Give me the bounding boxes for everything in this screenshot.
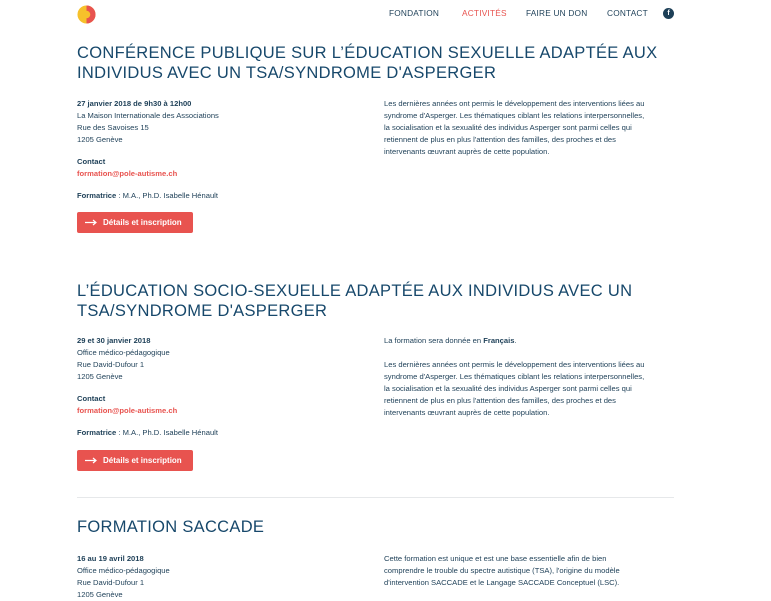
description-line: syndrome d'Asperger. Les thématiques ciblant les relations interpersonnelles, (384, 372, 645, 381)
event-title-line: L’ÉDUCATION SOCIO-SEXUELLE ADAPTÉE AUX INDIVIDUS AVEC UN (77, 282, 633, 300)
arrow-right-icon (85, 457, 97, 464)
language-line (384, 335, 680, 347)
language-value: Français (483, 336, 515, 345)
event-description (384, 553, 680, 589)
event-title-line: TSA/SYNDROME D'ASPERGER (77, 302, 328, 320)
description-line: intervenants œuvrant auprès de cette population. (384, 408, 550, 417)
address-line: Office médico-pédagogique (77, 348, 170, 357)
description-line: Les dernières années ont permis le développement des interventions liées au (384, 99, 645, 108)
address-line: 1205 Genève (77, 372, 123, 381)
description-line: la socialisation et la sexualité des individus Asperger sont parmi celles qui (384, 123, 632, 132)
nav-contact[interactable]: CONTACT (607, 8, 648, 18)
language-prefix: La formation sera donnée en (384, 336, 484, 345)
event-title-line: INDIVIDUS AVEC UN TSA/SYNDROME D'ASPERGER (77, 64, 497, 82)
description-line: intervenants œuvrant auprès de cette population. (384, 147, 550, 156)
address-line: Rue David-Dufour 1 (77, 360, 145, 369)
address-line: Rue des Savoises 15 (77, 123, 149, 132)
event-description (384, 98, 680, 158)
event-title (77, 43, 658, 83)
address-line: La Maison Internationale des Associations (77, 111, 219, 120)
event-date: 16 au 19 avril 2018 (77, 554, 144, 563)
event-description (384, 335, 680, 419)
top-navigation (0, 0, 771, 26)
details-registration-button[interactable] (77, 450, 193, 471)
contact-label: Contact (77, 394, 106, 403)
description-line: syndrome d'Asperger. Les thématiques ciblant les relations interpersonnelles, (384, 111, 645, 120)
event-details (77, 98, 347, 202)
address-line: 1205 Genève (77, 135, 123, 144)
trainer-line (77, 427, 347, 439)
event-title-line: CONFÉRENCE PUBLIQUE SUR L’ÉDUCATION SEXUELLE ADAPTÉE AUX (77, 44, 658, 62)
description-line: retiennent de plus en plus l'attention des familles, des proches et des (384, 135, 616, 144)
description-line: la socialisation et la sexualité des individus Asperger sont parmi celles qui (384, 384, 632, 393)
nav-fondation[interactable]: FONDATION (389, 8, 440, 18)
address-line: Office médico-pédagogique (77, 566, 170, 575)
event-date: 27 janvier 2018 de 9h30 à 12h00 (77, 99, 192, 108)
trainer-label: Formatrice (77, 428, 117, 437)
contact-email-link[interactable]: formation@pole-autisme.ch (77, 406, 178, 415)
event-title (77, 281, 637, 321)
description-line: d'intervention SACCADE et le Langage SACCADE Conceptuel (LSC). (384, 578, 620, 587)
facebook-icon[interactable]: f (663, 8, 674, 19)
details-registration-button[interactable] (77, 212, 193, 233)
button-label: Détails et inscription (103, 218, 182, 227)
address-line: Rue David-Dufour 1 (77, 578, 145, 587)
nav-activites[interactable]: ACTIVITÉS (462, 8, 507, 18)
description-line: retiennent de plus en plus l'attention des familles, des proches et des (384, 396, 616, 405)
trainer-name: : M.A., Ph.D. Isabelle Hénault (116, 191, 218, 200)
arrow-right-icon (85, 219, 97, 226)
section-divider (77, 497, 674, 498)
language-suffix: . (514, 336, 517, 345)
button-label: Détails et inscription (103, 456, 182, 465)
trainer-name: : M.A., Ph.D. Isabelle Hénault (116, 428, 218, 437)
event-date: 29 et 30 janvier 2018 (77, 336, 151, 345)
trainer-line (77, 190, 347, 202)
event-title (77, 517, 637, 537)
logo-icon[interactable] (77, 5, 96, 24)
nav-faire-un-don[interactable]: FAIRE UN DON (526, 8, 588, 18)
address-line: 1205 Genève (77, 590, 123, 599)
event-details (77, 335, 347, 439)
event-title-line: FORMATION SACCADE (77, 518, 265, 536)
trainer-label: Formatrice (77, 191, 117, 200)
description-line: comprendre le trouble du spectre autistique (TSA), l'origine du modèle (384, 566, 620, 575)
description-line: Les dernières années ont permis le développement des interventions liées au (384, 360, 645, 369)
contact-label: Contact (77, 157, 106, 166)
contact-email-link[interactable]: formation@pole-autisme.ch (77, 169, 178, 178)
event-details (77, 553, 347, 601)
description-line: Cette formation est unique et est une base essentielle afin de bien (384, 554, 607, 563)
